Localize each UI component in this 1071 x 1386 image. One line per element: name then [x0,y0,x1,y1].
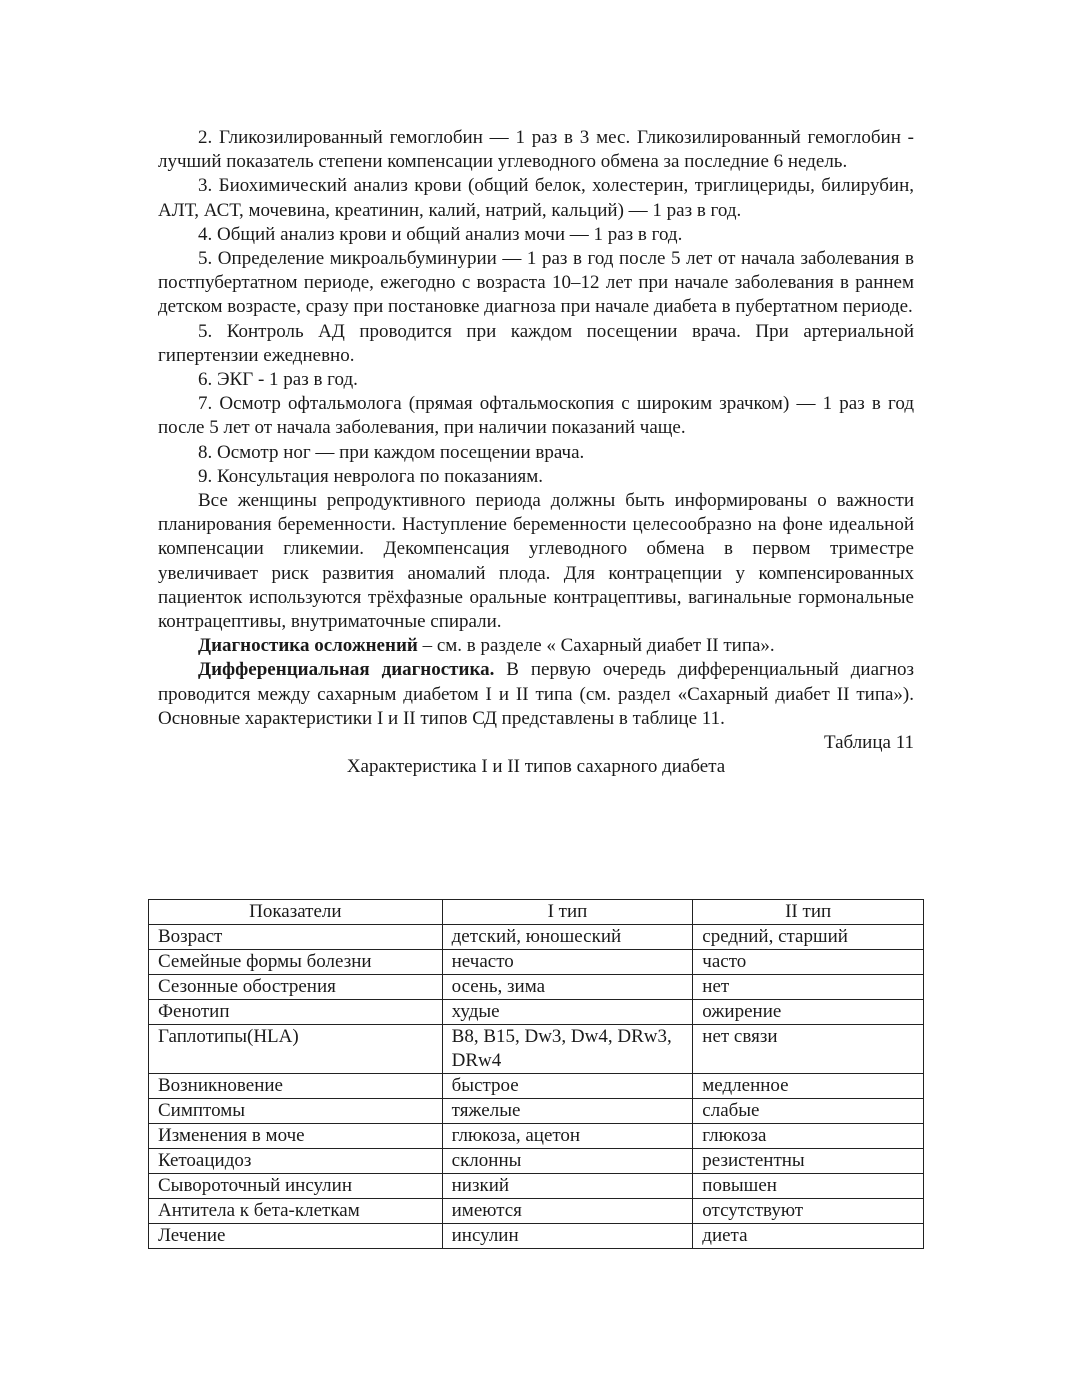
paragraph-complications [158,634,914,658]
cell-type-2: резистентны [693,1149,924,1174]
header-type-1: I тип [442,900,693,925]
complications-text: – см. в разделе « Сахарный диабет II типа». [417,635,775,657]
table-row [149,950,924,975]
cell-indicator: Симптомы [149,1099,443,1124]
cell-indicator: Сывороточный инсулин [149,1174,443,1199]
table-row [149,1124,924,1149]
cell-type-1: B8, B15, Dw3, Dw4, DRw3, DRw4 [442,1025,693,1074]
paragraph-glycated-hemoglobin: 2. Гликозилированный гемоглобин — 1 раз в 3 мес. Гликозилированный гемоглобин - лучший показатель степени компенсации углеводного обмена за последние 6 недель. [158,127,914,173]
cell-type-1: худые [442,1000,693,1025]
table-title: Характеристика I и II типов сахарного диабета [346,756,726,778]
differential-heading: Дифференциальная диагностика. [198,659,495,681]
paragraph-feet-exam: 8. Осмотр ног — при каждом посещении врача. [198,441,585,463]
paragraph-pregnancy: Все женщины репродуктивного периода должны быть информированы о важности планирования беременности. Наступление беременности целесообразно на фоне идеальной компенсации гликемии. Декомпенсация углеводного обмена в первом триместре увеличивает риск развития аномалий плода. Для контрацепции у компенсированных пациенток используются трёхфазные оральные контрацептивы, вагинальные гормональные контрацептивы, внутриматочные спирали. [158,490,914,633]
cell-indicator: Семейные формы болезни [149,950,443,975]
cell-indicator: Фенотип [149,1000,443,1025]
cell-indicator: Гаплотипы(HLA) [149,1025,443,1074]
characteristics-table-wrapper [148,899,924,1249]
paragraph-microalbuminuria: 5. Определение микроальбуминурии — 1 раз в год после 5 лет от начала заболевания в постпубертатном периоде, ежегодно с возраста 10–12 лет при начале заболевания в раннем детском возрасте, сразу при постановке диагноза при начале диабета в пубертатном периоде. [158,248,914,318]
complications-heading: Диагностика осложнений [198,635,418,657]
cell-type-2: медленное [693,1074,924,1099]
cell-type-2: повышен [693,1174,924,1199]
cell-type-2: глюкоза [693,1124,924,1149]
table-body [149,925,924,1249]
paragraph-differential [158,658,914,731]
cell-type-1: имеются [442,1199,693,1224]
cell-type-1: осень, зима [442,975,693,1000]
cell-indicator: Возникновение [149,1074,443,1099]
cell-type-1: низкий [442,1174,693,1199]
table-row [149,1000,924,1025]
cell-type-1: нечасто [442,950,693,975]
cell-type-2: отсутствуют [693,1199,924,1224]
paragraph-general-analysis: 4. Общий анализ крови и общий анализ мочи — 1 раз в год. [198,223,683,245]
table-row [149,1174,924,1199]
document-body [158,126,914,779]
cell-type-2: слабые [693,1099,924,1124]
paragraph-ecg: 6. ЭКГ - 1 раз в год. [198,369,358,391]
paragraph-blood-pressure: 5. Контроль АД проводится при каждом посещении врача. При артериальной гипертензии ежедневно. [158,320,914,366]
table-number: Таблица 11 [823,732,914,754]
table-row [149,1074,924,1099]
cell-type-2: нет [693,975,924,1000]
differential-text: В первую очередь дифференциальный диагноз проводится между сахарным диабетом I и II типа (см. раздел «Сахарный диабет II типа»). Основные характеристики I и II типов СД представлены в таблице 11. [158,659,914,729]
cell-indicator: Сезонные обострения [149,975,443,1000]
table-row [149,925,924,950]
cell-type-1: тяжелые [442,1099,693,1124]
header-indicators: Показатели [149,900,443,925]
cell-indicator: Лечение [149,1224,443,1249]
cell-type-2: средний, старший [693,925,924,950]
table-row [149,1099,924,1124]
cell-indicator: Антитела к бета-клеткам [149,1199,443,1224]
table-row [149,1199,924,1224]
cell-type-2: часто [693,950,924,975]
characteristics-table [148,899,924,1249]
paragraph-neurologist: 9. Консультация невролога по показаниям. [198,465,543,487]
cell-type-1: глюкоза, ацетон [442,1124,693,1149]
header-type-2: II тип [693,900,924,925]
table-row [149,1149,924,1174]
table-row [149,1224,924,1249]
cell-type-1: детский, юношеский [442,925,693,950]
cell-type-2: нет связи [693,1025,924,1074]
cell-type-1: быстрое [442,1074,693,1099]
cell-type-1: инсулин [442,1224,693,1249]
paragraph-ophthalmologist: 7. Осмотр офтальмолога (прямая офтальмоскопия с широким зрачком) — 1 раз в год после 5 лет от начала заболевания, при наличии показаний чаще. [158,393,914,439]
cell-indicator: Кетоацидоз [149,1149,443,1174]
cell-indicator: Возраст [149,925,443,950]
paragraph-biochemical-analysis: 3. Биохимический анализ крови (общий белок, холестерин, триглицериды, билирубин, АЛТ, АСТ, мочевина, креатинин, калий, натрий, кальций) — 1 раз в год. [158,175,914,221]
cell-type-2: диета [693,1224,924,1249]
table-row [149,1025,924,1074]
table-row [149,975,924,1000]
table-header-row [149,900,924,925]
cell-type-2: ожирение [693,1000,924,1025]
cell-indicator: Изменения в моче [149,1124,443,1149]
cell-type-1: склонны [442,1149,693,1174]
